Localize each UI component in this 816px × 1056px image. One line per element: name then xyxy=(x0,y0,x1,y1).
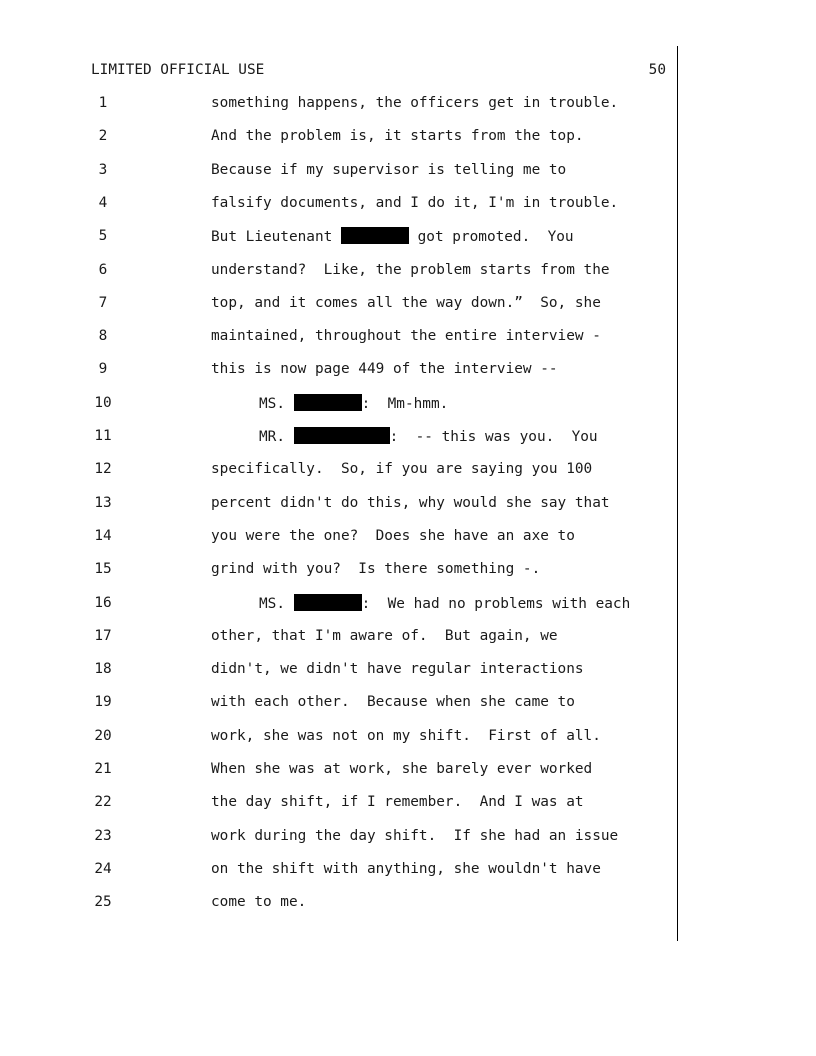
transcript-line xyxy=(0,860,680,878)
transcript-line xyxy=(0,660,680,678)
line-number: 13 xyxy=(94,494,112,511)
transcript-line xyxy=(0,627,680,645)
line-text: didn't, we didn't have regular interactions xyxy=(211,661,584,678)
line-text xyxy=(259,394,448,413)
speaker-text: : Mm-hmm. xyxy=(361,395,449,412)
line-number: 12 xyxy=(94,461,112,478)
line-number: 5 xyxy=(98,228,108,245)
line-number: 1 xyxy=(98,95,108,111)
redaction-box xyxy=(294,594,362,611)
page-number: 50 xyxy=(648,62,666,78)
line-text: specifically. So, if you are saying you 100 xyxy=(211,461,593,478)
line-number: 21 xyxy=(94,761,112,777)
line-text: on the shift with anything, she wouldn't have xyxy=(211,860,601,877)
transcript-line xyxy=(0,527,680,545)
transcript-line xyxy=(0,494,680,512)
speaker-prefix: MS. xyxy=(259,595,294,612)
line-text: work during the day shift. If she had an issue xyxy=(211,827,619,844)
transcript-line xyxy=(0,194,680,212)
line-number: 9 xyxy=(98,361,108,378)
line-text: top, and it comes all the way down.” So, she xyxy=(211,294,601,311)
transcript-line xyxy=(0,360,680,378)
transcript-line xyxy=(0,161,680,179)
line-text: maintained, throughout the entire interview - xyxy=(211,328,601,345)
line-number: 10 xyxy=(94,394,112,411)
line-text: this is now page 449 of the interview -- xyxy=(211,361,558,378)
line-number: 23 xyxy=(94,827,112,844)
line-number: 25 xyxy=(94,894,112,911)
line-number: 24 xyxy=(94,860,112,877)
transcript-line xyxy=(0,460,680,478)
transcript-line xyxy=(0,893,680,911)
transcript-line xyxy=(0,827,680,845)
line-text-after-redaction: got promoted. You xyxy=(408,229,574,246)
line-text: you were the one? Does she have an axe to xyxy=(211,527,575,544)
line-number: 17 xyxy=(94,627,112,644)
transcript-line xyxy=(0,560,680,578)
line-text: with each other. Because when she came to xyxy=(211,694,575,711)
line-text: something happens, the officers get in trouble. xyxy=(211,95,619,111)
line-text: understand? Like, the problem starts from the xyxy=(211,261,610,278)
line-number: 6 xyxy=(98,261,108,278)
line-text: work, she was not on my shift. First of all. xyxy=(211,727,601,744)
redaction-box xyxy=(294,394,362,411)
line-text: Because if my supervisor is telling me to xyxy=(211,161,567,178)
transcript-line xyxy=(0,327,680,345)
line-number: 18 xyxy=(94,661,112,678)
transcript-line xyxy=(0,227,680,245)
line-text: other, that I'm aware of. But again, we xyxy=(211,627,558,644)
page-header-classification: LIMITED OFFICIAL USE xyxy=(91,62,265,78)
line-text: come to me. xyxy=(211,894,307,911)
transcript-line xyxy=(0,427,680,445)
line-number: 11 xyxy=(94,428,112,444)
line-text xyxy=(211,227,574,246)
line-number: 16 xyxy=(94,594,112,611)
line-number: 22 xyxy=(94,794,112,811)
speaker-text: : -- this was you. You xyxy=(389,429,598,445)
line-number: 19 xyxy=(94,694,112,711)
transcript-line xyxy=(0,127,680,145)
transcript-line xyxy=(0,760,680,778)
line-number: 2 xyxy=(98,128,108,145)
transcript-line xyxy=(0,793,680,811)
line-text: When she was at work, she barely ever worked xyxy=(211,761,593,777)
transcript-line xyxy=(0,94,680,112)
line-text: percent didn't do this, why would she say that xyxy=(211,494,610,511)
line-text: grind with you? Is there something -. xyxy=(211,561,541,578)
speaker-text: : We had no problems with each xyxy=(361,595,631,612)
line-number: 15 xyxy=(94,561,112,578)
line-number: 7 xyxy=(98,294,108,311)
transcript-line xyxy=(0,594,680,612)
line-number: 4 xyxy=(98,194,108,211)
line-text-before-redaction: But Lieutenant xyxy=(211,229,341,246)
redaction-box xyxy=(294,427,390,444)
speaker-prefix: MS. xyxy=(259,395,294,412)
line-number: 14 xyxy=(94,527,112,544)
line-number: 3 xyxy=(98,161,108,178)
transcript-line xyxy=(0,727,680,745)
transcript-line xyxy=(0,261,680,279)
transcript-line xyxy=(0,693,680,711)
speaker-prefix: MR. xyxy=(259,429,294,445)
line-text: the day shift, if I remember. And I was at xyxy=(211,794,584,811)
transcript-line xyxy=(0,394,680,412)
line-number: 8 xyxy=(98,328,108,345)
redaction-box xyxy=(341,227,409,244)
line-text: falsify documents, and I do it, I'm in trouble. xyxy=(211,194,619,211)
line-text: And the problem is, it starts from the top. xyxy=(211,128,584,145)
transcript-line xyxy=(0,294,680,312)
line-text xyxy=(259,427,598,446)
line-text xyxy=(259,594,630,613)
line-number: 20 xyxy=(94,727,112,744)
